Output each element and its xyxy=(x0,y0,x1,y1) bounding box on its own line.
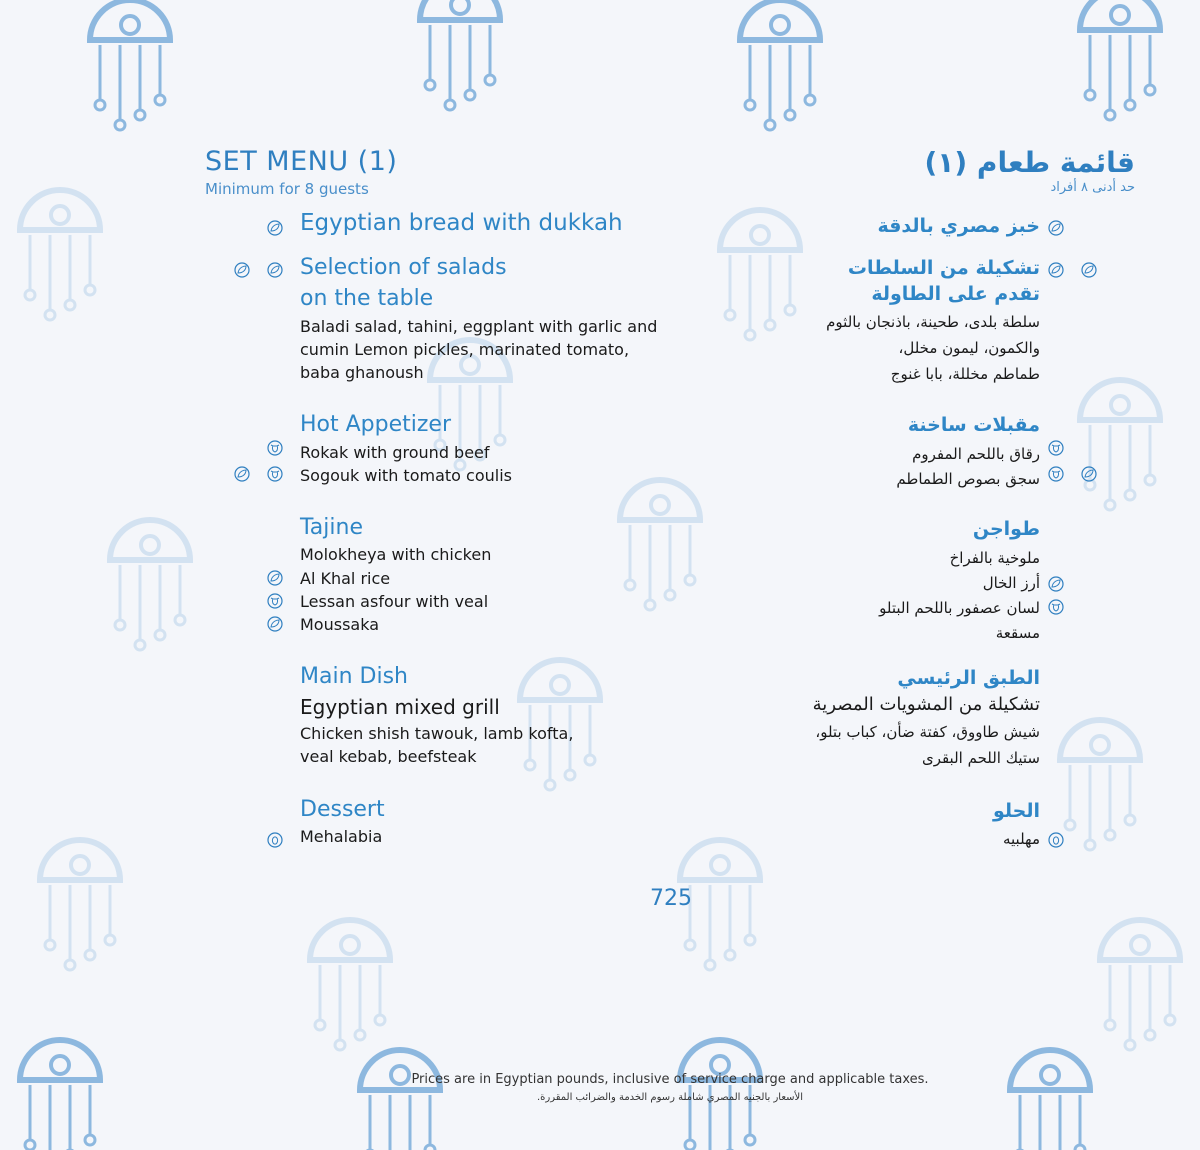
main-dish-desc-arabic-line1: شيش طاووق، كفتة ضأن، كباب بتلو، xyxy=(815,723,1040,741)
main-dish-item: Egyptian mixed grill xyxy=(300,695,500,719)
nut-icon xyxy=(1048,832,1064,848)
tajine-item-arabic-2: أرز الخال xyxy=(982,574,1040,592)
subtitle-english: Minimum for 8 guests xyxy=(205,180,369,198)
cow-icon xyxy=(267,593,283,609)
footer-note-english: Prices are in Egyptian pounds, inclusive of service charge and applicable taxes. xyxy=(411,1072,929,1087)
leaf-icon xyxy=(234,262,250,278)
cow-icon xyxy=(1048,599,1064,615)
tajine-item-2: Al Khal rice xyxy=(300,569,391,588)
leaf-icon xyxy=(267,570,283,586)
page-title-arabic: قائمة طعام (١) xyxy=(924,146,1135,179)
cow-icon xyxy=(1048,440,1064,456)
hot-appetizer-heading-arabic: مقبلات ساخنة xyxy=(907,414,1040,436)
leaf-icon xyxy=(1048,220,1064,236)
bread-item-english: Egyptian bread with dukkah xyxy=(300,210,623,236)
main-dish-heading-arabic: الطبق الرئيسي xyxy=(897,667,1040,689)
tajine-item-4: Moussaka xyxy=(300,615,379,634)
salads-heading-line1: Selection of salads xyxy=(300,255,507,280)
tajine-item-3: Lessan asfour with veal xyxy=(300,592,489,611)
salads-desc-arabic-line1: سلطة بلدى، طحينة، باذنجان بالثوم xyxy=(826,313,1040,331)
main-dish-desc-line2: veal kebab, beefsteak xyxy=(300,747,477,766)
tajine-item-arabic-4: مسقعة xyxy=(995,624,1040,642)
cow-icon xyxy=(267,440,283,456)
tajine-item-arabic-3: لسان عصفور باللحم البتلو xyxy=(879,599,1040,617)
dessert-item: Mehalabia xyxy=(300,827,383,846)
leaf-icon xyxy=(1081,262,1097,278)
page-title-english: SET MENU (1) xyxy=(205,146,398,177)
leaf-icon xyxy=(267,220,283,236)
dessert-heading: Dessert xyxy=(300,797,385,822)
salads-heading-arabic-line1: تشكيلة من السلطات xyxy=(847,257,1040,279)
leaf-icon xyxy=(234,466,250,482)
leaf-icon xyxy=(1081,466,1097,482)
leaf-icon xyxy=(1048,262,1064,278)
footer-note-arabic: الأسعار بالجنيه المصري شاملة رسوم الخدمة والضرائب المقررة. xyxy=(536,1092,804,1103)
dessert-heading-arabic: الحلو xyxy=(992,800,1040,822)
hot-item-arabic-2: سجق بصوص الطماطم xyxy=(896,470,1040,488)
salads-heading-arabic-line2: تقدم على الطاولة xyxy=(871,283,1040,305)
tajine-item-1: Molokheya with chicken xyxy=(300,545,492,564)
main-dish-desc-line1: Chicken shish tawouk, lamb kofta, xyxy=(300,724,574,743)
salads-desc-arabic-line2: والكمون، ليمون مخلل، xyxy=(898,339,1040,357)
nut-icon xyxy=(267,832,283,848)
subtitle-arabic: حد أدنى ٨ أفراد xyxy=(1050,180,1135,195)
tajine-heading-arabic: طواجن xyxy=(972,518,1040,540)
main-dish-heading: Main Dish xyxy=(300,664,408,689)
leaf-icon xyxy=(1048,576,1064,592)
salads-desc-line1: Baladi salad, tahini, eggplant with garlic and xyxy=(300,317,658,336)
leaf-icon xyxy=(267,616,283,632)
tajine-item-arabic-1: ملوخية بالفراخ xyxy=(949,549,1040,567)
salads-desc-arabic-line3: طماطم مخللة، بابا غنوج xyxy=(890,365,1040,383)
salads-heading-line2: on the table xyxy=(300,286,434,311)
main-dish-item-arabic: تشكيلة من المشويات المصرية xyxy=(812,694,1040,715)
hot-item-1: Rokak with ground beef xyxy=(300,443,490,462)
cow-icon xyxy=(267,466,283,482)
page-number: 725 xyxy=(650,886,692,911)
dessert-item-arabic: مهلبيه xyxy=(1002,830,1040,848)
salads-desc-line3: baba ghanoush xyxy=(300,363,424,382)
bread-item-arabic: خبز مصري بالدقة xyxy=(877,215,1040,237)
hot-item-2: Sogouk with tomato coulis xyxy=(300,466,512,485)
salads-desc-line2: cumin Lemon pickles, marinated tomato, xyxy=(300,340,630,359)
tajine-heading: Tajine xyxy=(300,515,363,540)
hot-appetizer-heading: Hot Appetizer xyxy=(300,412,452,437)
leaf-icon xyxy=(267,262,283,278)
main-dish-desc-arabic-line2: ستيك اللحم البقرى xyxy=(921,749,1040,767)
cow-icon xyxy=(1048,466,1064,482)
hot-item-arabic-1: رقاق باللحم المفروم xyxy=(912,445,1040,463)
